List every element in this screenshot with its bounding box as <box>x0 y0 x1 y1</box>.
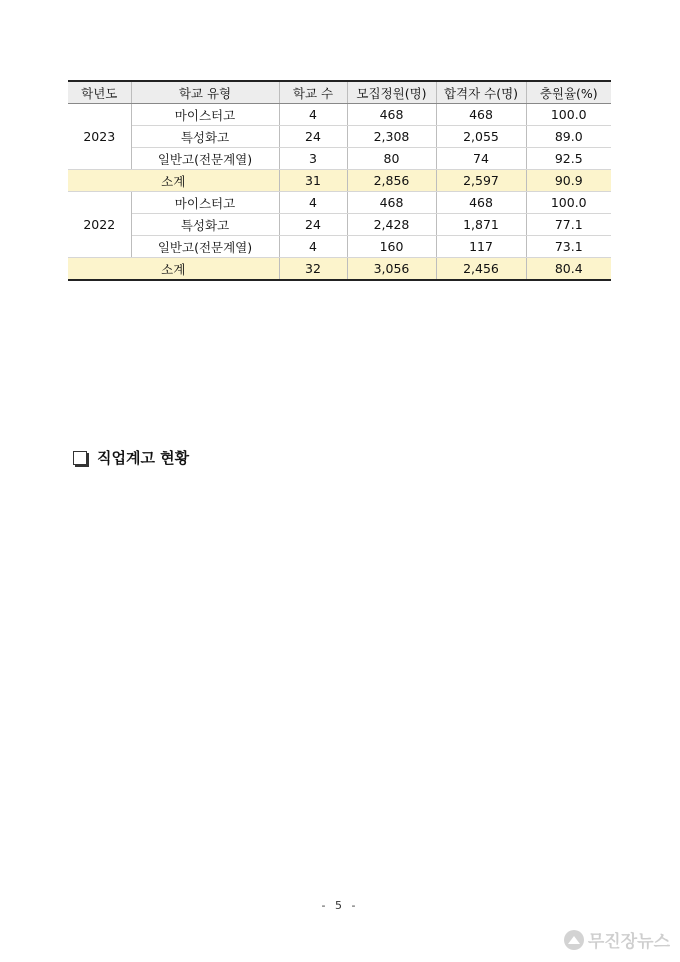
fill-rate-cell: 73.1 <box>526 236 611 258</box>
header-year: 학년도 <box>68 81 131 104</box>
school-type-cell: 일반고(전문계열) <box>131 148 279 170</box>
school-count-cell: 32 <box>279 258 347 281</box>
table-row <box>68 214 611 236</box>
table-header <box>68 81 611 104</box>
fill-rate-cell: 100.0 <box>526 104 611 126</box>
stats-table <box>68 80 611 281</box>
watermark-text: 무진장뉴스 <box>587 932 670 952</box>
fill-rate-cell: 90.9 <box>526 170 611 192</box>
subtotal-label: 소계 <box>68 170 279 192</box>
table-row <box>68 126 611 148</box>
fill-rate-cell: 100.0 <box>526 192 611 214</box>
school-count-cell: 3 <box>279 148 347 170</box>
quota-cell: 468 <box>347 104 436 126</box>
quota-cell: 80 <box>347 148 436 170</box>
table-row <box>68 104 611 126</box>
table-row <box>68 148 611 170</box>
table-body <box>68 104 611 281</box>
table-row <box>68 236 611 258</box>
fill-rate-cell: 89.0 <box>526 126 611 148</box>
table-row <box>68 192 611 214</box>
fill-rate-cell: 77.1 <box>526 214 611 236</box>
quota-cell: 160 <box>347 236 436 258</box>
passed-cell: 117 <box>436 236 526 258</box>
checkbox-square-icon <box>73 451 87 465</box>
fill-rate-cell: 92.5 <box>526 148 611 170</box>
school-type-cell: 일반고(전문계열) <box>131 236 279 258</box>
passed-cell: 2,055 <box>436 126 526 148</box>
header-fill-rate: 충원율(%) <box>526 81 611 104</box>
school-type-cell: 특성화고 <box>131 126 279 148</box>
quota-cell: 2,428 <box>347 214 436 236</box>
school-count-cell: 24 <box>279 126 347 148</box>
quota-cell: 468 <box>347 192 436 214</box>
subtotal-row <box>68 258 611 281</box>
passed-cell: 2,456 <box>436 258 526 281</box>
header-school-count: 학교 수 <box>279 81 347 104</box>
header-school-type: 학교 유형 <box>131 81 279 104</box>
school-type-cell: 특성화고 <box>131 214 279 236</box>
school-count-cell: 24 <box>279 214 347 236</box>
header-row <box>68 81 611 104</box>
school-count-cell: 4 <box>279 236 347 258</box>
school-type-cell: 마이스터고 <box>131 104 279 126</box>
year-cell: 2023 <box>68 104 131 170</box>
passed-cell: 1,871 <box>436 214 526 236</box>
watermark-logo <box>564 927 670 952</box>
passed-cell: 2,597 <box>436 170 526 192</box>
quota-cell: 2,308 <box>347 126 436 148</box>
quota-cell: 3,056 <box>347 258 436 281</box>
fill-rate-cell: 80.4 <box>526 258 611 281</box>
passed-cell: 468 <box>436 192 526 214</box>
page-number: - 5 - <box>321 899 359 912</box>
section-heading <box>73 447 189 468</box>
section-title: 직업계고 현황 <box>97 449 190 467</box>
subtotal-row <box>68 170 611 192</box>
school-count-cell: 4 <box>279 192 347 214</box>
school-type-cell: 마이스터고 <box>131 192 279 214</box>
header-passed: 합격자 수(명) <box>436 81 526 104</box>
passed-cell: 74 <box>436 148 526 170</box>
mountain-logo-icon <box>564 930 584 950</box>
school-count-cell: 4 <box>279 104 347 126</box>
year-cell: 2022 <box>68 192 131 258</box>
quota-cell: 2,856 <box>347 170 436 192</box>
passed-cell: 468 <box>436 104 526 126</box>
school-count-cell: 31 <box>279 170 347 192</box>
header-quota: 모집정원(명) <box>347 81 436 104</box>
subtotal-label: 소계 <box>68 258 279 281</box>
